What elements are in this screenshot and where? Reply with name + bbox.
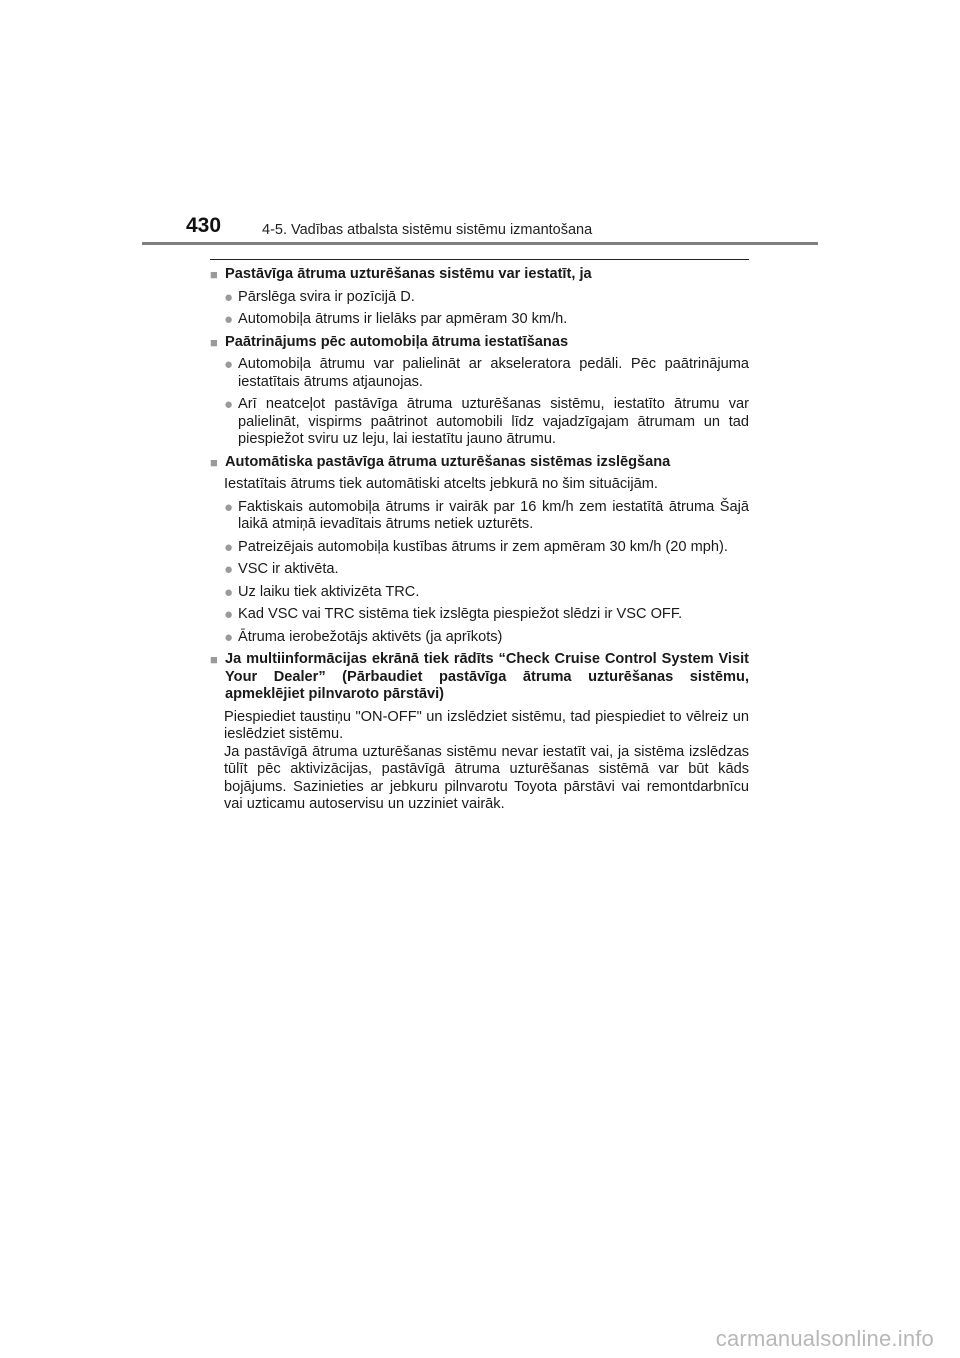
list-item <box>210 584 749 602</box>
section-heading <box>210 454 749 472</box>
list-item-text: Automobiļa ātrumu var palielināt ar akseleratora pedāli. Pēc paātrinājuma iestatītais ātrums atjaunojas. <box>238 356 749 390</box>
list-item-text: Automobiļa ātrums ir lielāks par apmēram 30 km/h. <box>238 311 568 327</box>
section-heading <box>210 334 749 352</box>
circle-bullet-icon: ● <box>224 583 234 601</box>
section-heading-text: Pastāvīga ātruma uzturēšanas sistēmu var iestatīt, ja <box>225 266 592 282</box>
list-item <box>210 311 749 329</box>
page-content <box>210 266 749 814</box>
section-heading-text: Ja multiinformācijas ekrānā tiek rādīts “Check Cruise Control System Visit Your Dealer” (Pārbaudiet pastāvīga ātruma uzturēšanas sistēmu, apmeklējiet pilnvaroto pārstāvi) <box>225 651 749 702</box>
list-item <box>210 289 749 307</box>
square-bullet-icon: ■ <box>210 267 218 282</box>
square-bullet-icon: ■ <box>210 652 218 667</box>
list-item <box>210 629 749 647</box>
list-item-text: Patreizējais automobiļa kustības ātrums ir zem apmēram 30 km/h (20 mph). <box>238 538 728 555</box>
list-item-text: Kad VSC vai TRC sistēma tiek izslēgta piespiežot slēdzi ir VSC OFF. <box>238 606 683 622</box>
list-item-text: Faktiskais automobiļa ātrums ir vairāk par 16 km/h zem iestatītā ātruma Šajā laikā atmiņā ievadītais ātrums netiek uzturēts. <box>238 498 749 532</box>
list-item <box>210 539 749 557</box>
paragraph: Piespiediet taustiņu "ON-OFF" un izslēdziet sistēmu, tad piespiediet to vēlreiz un ieslēdziet sistēmu. <box>224 708 749 742</box>
list-item <box>210 396 749 449</box>
section-heading <box>210 651 749 704</box>
square-bullet-icon: ■ <box>210 334 218 350</box>
section-heading <box>210 266 749 284</box>
list-item <box>210 606 749 624</box>
circle-bullet-icon: ● <box>224 311 234 328</box>
list-item-text: Uz laiku tiek aktivizēta TRC. <box>238 583 420 600</box>
list-item <box>210 356 749 391</box>
circle-bullet-icon: ● <box>224 606 234 623</box>
section-intro: Iestatītais ātrums tiek automātiski atcelts jebkurā no šim situācijām. <box>224 476 658 492</box>
section-top-rule <box>210 259 749 260</box>
circle-bullet-icon: ● <box>224 396 234 413</box>
header-rule <box>142 242 818 245</box>
square-bullet-icon: ■ <box>210 454 218 470</box>
list-item-text: Pārslēga svira ir pozīcijā D. <box>238 288 415 305</box>
list-item-text: Arī neatceļot pastāvīga ātruma uzturēšanas sistēmu, iestatīto ātrumu var palielināt, vispirms paātrinot automobili līdz vajadzīgajam ātrumam un tad piespiežot sviru uz leju, lai iestatītu jauno ātrumu. <box>238 396 749 447</box>
circle-bullet-icon: ● <box>224 288 234 306</box>
list-item <box>210 561 749 579</box>
list-item-text: Ātruma ierobežotājs aktivēts (ja aprīkots) <box>238 628 503 645</box>
section-heading-text: Automātiska pastāvīga ātruma uzturēšanas sistēmas izslēgšana <box>225 453 671 470</box>
circle-bullet-icon: ● <box>224 498 234 516</box>
paragraph: Ja pastāvīgā ātruma uzturēšanas sistēmu nevar iestatīt vai, ja sistēma izslēdzas tūlīt pēc aktivizācijas, pastāvīgā ātruma uzturēšanas sistēmā var būt kāds bojājums. Sazinieties ar jebkuru pilnvarotu Toyota pārstāvi vai remontdarbnīcu vai uzticamu autoservisu un uzziniet vairāk. <box>224 743 749 812</box>
circle-bullet-icon: ● <box>224 538 234 556</box>
circle-bullet-icon: ● <box>224 356 234 373</box>
section-heading-text: Paātrinājums pēc automobiļa ātruma iestatīšanas <box>225 333 569 350</box>
list-item <box>210 499 749 534</box>
page-number: 430 <box>186 214 222 237</box>
circle-bullet-icon: ● <box>224 561 234 578</box>
list-item-text: VSC ir aktivēta. <box>238 561 339 577</box>
chapter-title: 4-5. Vadības atbalsta sistēmu sistēmu izmantošana <box>262 222 593 238</box>
circle-bullet-icon: ● <box>224 628 234 646</box>
watermark-text: carmanualsonline.info <box>715 1326 934 1351</box>
